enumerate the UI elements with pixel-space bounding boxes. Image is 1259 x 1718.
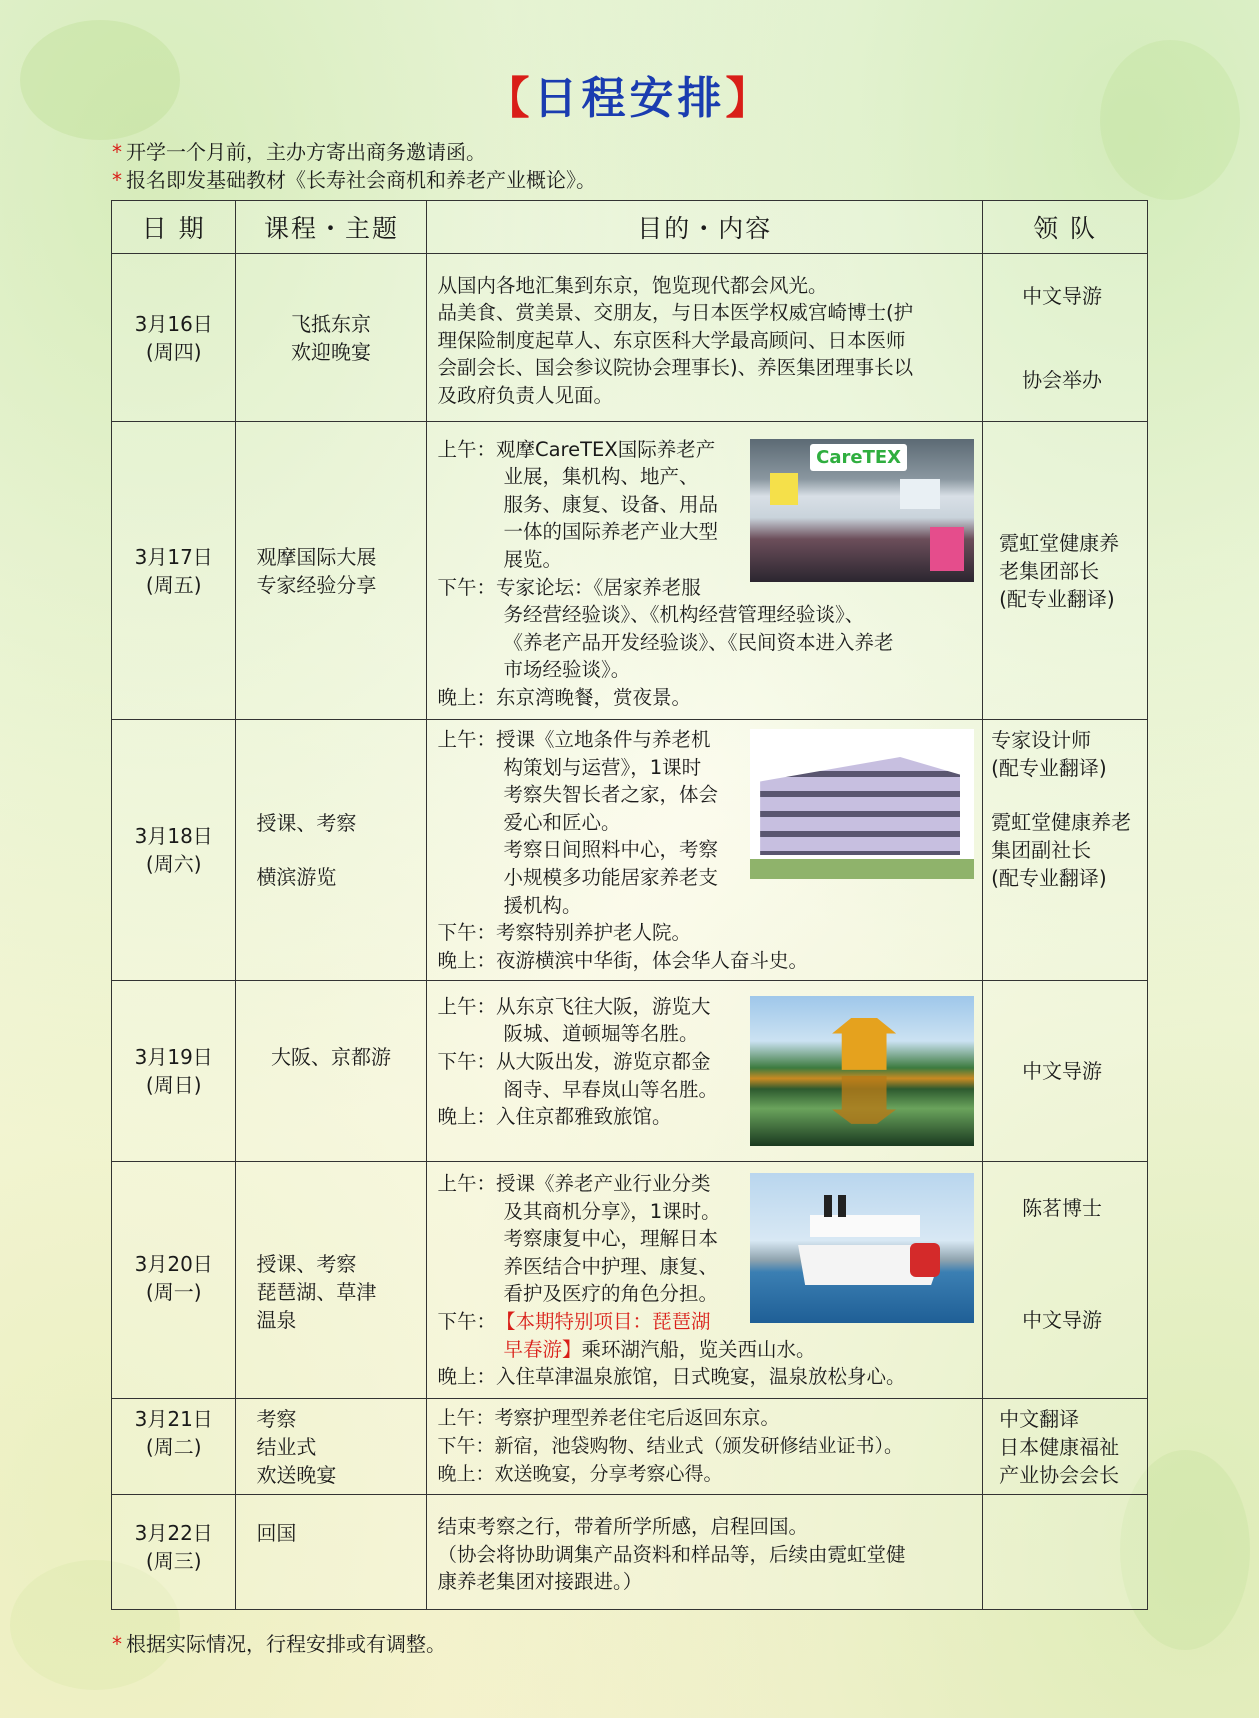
asterisk-icon: * [112,1632,122,1656]
header-content: 目的・内容 [427,201,983,254]
topic-cell: 飞抵东京 欢迎晚宴 [236,254,427,422]
header-date: 日 期 [112,201,236,254]
table-row [112,1399,1148,1495]
special-program-label: 早春游】 [503,1337,582,1361]
note-item: * 开学一个月前，主办方寄出商务邀请函。 [112,140,486,164]
topic-cell: 授课、考察 横滨游览 [236,720,427,981]
content-cell: 结束考察之行，带着所学所感，启程回国。 （协会将协助调集产品资料和样品等，后续由霓虹堂健 康养老集团对接跟进。） [427,1495,983,1610]
date-cell: 3月20日 (周一) [112,1162,236,1399]
lake-steamboat-photo [750,1173,974,1323]
table-row [112,254,1148,422]
leader-cell: 中文导游 [983,981,1148,1162]
title-bracket-left: 【 [485,73,534,124]
topic-cell: 回国 [236,1495,427,1610]
date-cell: 3月22日 (周三) [112,1495,236,1610]
date-cell: 3月21日 (周二) [112,1399,236,1495]
note-item: * 报名即发基础教材《长寿社会商机和养老产业概论》。 [112,168,596,192]
leader-cell: 霓虹堂健康养 老集团部长 (配专业翻译) [983,422,1148,720]
footer-note: * 根据实际情况，行程安排或有调整。 [112,1632,446,1656]
leader-cell [983,1495,1148,1610]
page-title [0,62,1259,126]
date-cell: 3月16日 (周四) [112,254,236,422]
header-topic: 课程・主题 [236,201,427,254]
content-cell: 上午： 授课《立地条件与养老机 构策划与运营》，1课时 考察失智长者之家，体会 爱心和匠心。 考察日间照料中心，考察 小规模多功能居家养老支 援机构。 下午： 考察特别养护老人院。 晚上： 夜游横滨中华街，体会华人奋斗史。 [427,720,983,981]
expo-hall-photo [750,439,974,582]
leader-cell: 专家设计师 (配专业翻译) 霓虹堂健康养老 集团副社长 (配专业翻译) [983,720,1148,981]
content-cell: 上午： 授课《养老产业行业分类 及其商机分享》，1课时。 考察康复中心，理解日本 养医结合中护理、康复、 看护及医疗的角色分担。 下午： 【本期特别项目：琵琶湖 早春游】乘环湖汽船，览关西山水。 晚上： 入住草津温泉旅馆，日式晚宴，温泉放松身心。 [427,1162,983,1399]
asterisk-icon: * [112,140,122,164]
date-cell: 3月19日 (周日) [112,981,236,1162]
date-cell: 3月17日 (周五) [112,422,236,720]
table-row [112,720,1148,981]
topic-cell: 观摩国际大展 专家经验分享 [236,422,427,720]
content-cell: 上午： 考察护理型养老住宅后返回东京。 下午： 新宿，池袋购物、结业式（颁发研修结业证书）。 晚上： 欢送晚宴，分享考察心得。 [427,1399,983,1495]
table-row [112,1495,1148,1610]
title-bracket-right: 】 [725,73,774,124]
topic-cell: 授课、考察 琵琶湖、草津 温泉 [236,1162,427,1399]
content-cell: 从国内各地汇集到东京，饱览现代都会风光。 品美食、赏美景、交朋友，与日本医学权威宫崎博士(护 理保险制度起草人、东京医科大学最高顾问、日本医师 会副会长、国会参议院协会理事长)、养医集团理事长以 及政府负责人见面。 [427,254,983,422]
header-leader: 领 队 [983,201,1148,254]
leader-cell: 中文翻译 日本健康福祉 产业协会会长 [983,1399,1148,1495]
content-cell: 上午： 从东京飞往大阪，游览大 阪城、道顿堀等名胜。 下午： 从大阪出发，游览京都金 阁寺、早春岚山等名胜。 晚上： 入住京都雅致旅馆。 [427,981,983,1162]
special-program-label: 【本期特别项目：琵琶湖 [495,1309,711,1333]
table-row [112,981,1148,1162]
asterisk-icon: * [112,168,122,192]
table-row [112,1162,1148,1399]
table-row [112,422,1148,720]
notes [112,138,596,194]
topic-cell: 考察 结业式 欢送晚宴 [236,1399,427,1495]
date-cell: 3月18日 (周六) [112,720,236,981]
golden-pavilion-photo [750,996,974,1146]
topic-cell: 大阪、京都游 [236,981,427,1162]
schedule-table [111,200,1148,1610]
leader-cell: 中文导游 协会举办 [983,254,1148,422]
title-text: 日程安排 [533,73,726,124]
table-header-row [112,201,1148,254]
caretex-logo: CareTEX [810,444,907,472]
care-facility-building-photo [750,729,974,879]
content-cell: CareTEX 上午： 观摩CareTEX国际养老产 业展，集机构、地产、 服务、康复、设备、用品 一体的国际养老产业大型 展览。 下午： 专家论坛：《居家养老服 务经营经验谈》、《机构经营管理经验谈》、 《养老产品开发经验谈》、《民间资本进入养老 市场经验谈》。 晚上： 东京湾晚餐，赏夜景。 [427,422,983,720]
leader-cell: 陈茗博士 中文导游 [983,1162,1148,1399]
